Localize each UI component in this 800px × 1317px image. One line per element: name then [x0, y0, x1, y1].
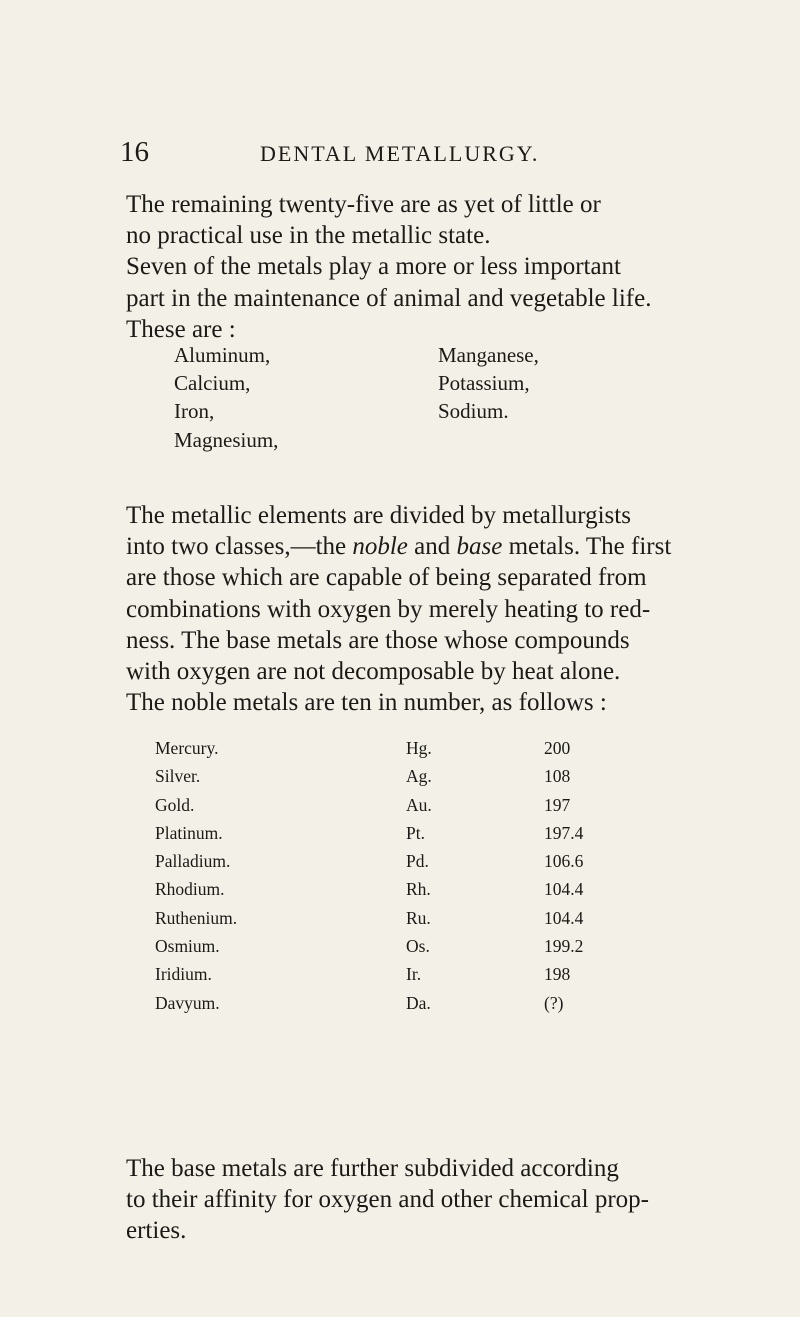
life-metals-column-1: [174, 341, 278, 454]
list-item: Potassium,: [438, 371, 530, 396]
running-title: DENTAL METALLURGY.: [260, 141, 540, 166]
table-row: [155, 875, 675, 903]
life-metals-column-2: [438, 341, 539, 426]
metal-symbol: Ru.: [406, 907, 431, 928]
table-row: [155, 734, 675, 762]
list-item: Aluminum,: [174, 343, 271, 367]
atomic-weight: 200: [544, 738, 571, 758]
metal-symbol: Ir.: [406, 964, 422, 985]
text-run: and: [407, 533, 457, 561]
atomic-weight: (?): [544, 992, 564, 1013]
metal-symbol: Rh.: [406, 879, 431, 900]
page-number: 16: [120, 136, 149, 168]
noble-metals-table: [155, 734, 675, 1017]
text-line: no practical use in the metallic state.: [126, 222, 491, 250]
list-item: Iron,: [174, 399, 215, 424]
metal-symbol: Ag.: [406, 766, 432, 787]
text-run: into two classes,—the: [126, 533, 353, 561]
paragraph-remaining-metals: [126, 189, 716, 345]
atomic-weight: 104.4: [544, 879, 584, 900]
table-row: [155, 819, 675, 847]
atomic-weight: 199.2: [544, 936, 584, 957]
metal-name: Platinum.: [155, 822, 223, 843]
text-line: The metallic elements are divided by metallurgists: [126, 502, 631, 529]
atomic-weight: 197: [544, 794, 571, 815]
list-item: Calcium,: [174, 371, 251, 396]
text-line: The base metals are further subdivided according: [126, 1155, 619, 1182]
metal-name: Silver.: [155, 766, 201, 787]
text-line: [126, 531, 716, 562]
text-line: The remaining twenty-five are as yet of little or: [126, 191, 601, 218]
metal-symbol: Pd.: [406, 851, 429, 872]
list-item: Magnesium,: [174, 427, 279, 452]
table-row: [155, 960, 675, 988]
list-item: Sodium.: [438, 399, 509, 424]
metal-symbol: Hg.: [406, 738, 432, 758]
text-line: to their affinity for oxygen and other chemical prop-: [126, 1186, 649, 1214]
text-line: These are :: [126, 315, 236, 343]
text-run: metals. The first: [502, 533, 672, 561]
metal-symbol: Da.: [406, 992, 431, 1013]
base-term: base: [456, 533, 503, 561]
text-line: part in the maintenance of animal and vegetable life.: [126, 284, 652, 312]
noble-term: noble: [352, 533, 408, 561]
table-row: [155, 904, 675, 932]
table-row: [155, 989, 675, 1017]
metal-name: Iridium.: [155, 964, 212, 985]
metal-symbol: Pt.: [406, 822, 425, 843]
text-line: ness. The base metals are those whose compounds: [126, 626, 630, 654]
table-row: [155, 932, 675, 960]
atomic-weight: 197.4: [544, 822, 584, 843]
atomic-weight: 108: [544, 766, 571, 787]
paragraph-metal-classes: [126, 500, 716, 718]
text-line: with oxygen are not decomposable by heat alone.: [126, 658, 621, 686]
table-row: [155, 791, 675, 819]
list-item: Manganese,: [438, 343, 539, 367]
page-header: [120, 137, 720, 167]
metal-name: Ruthenium.: [155, 907, 238, 928]
paragraph-base-metals: [126, 1153, 716, 1247]
text-line: The noble metals are ten in number, as follows :: [126, 689, 607, 717]
metal-name: Osmium.: [155, 936, 220, 957]
atomic-weight: 104.4: [544, 907, 584, 928]
metal-symbol: Os.: [406, 936, 430, 957]
table-row: [155, 762, 675, 790]
atomic-weight: 106.6: [544, 851, 584, 872]
text-line: combinations with oxygen by merely heating to red-: [126, 595, 651, 623]
text-line: are those which are capable of being separated from: [126, 564, 647, 592]
metal-name: Gold.: [155, 794, 195, 815]
metal-name: Palladium.: [155, 851, 231, 872]
table-row: [155, 847, 675, 875]
metal-name: Davyum.: [155, 992, 220, 1013]
metal-name: Rhodium.: [155, 879, 225, 900]
text-line: Seven of the metals play a more or less important: [126, 253, 622, 281]
atomic-weight: 198: [544, 964, 571, 985]
metal-symbol: Au.: [406, 794, 432, 815]
text-line: erties.: [126, 1217, 187, 1245]
metal-name: Mercury.: [155, 738, 219, 758]
